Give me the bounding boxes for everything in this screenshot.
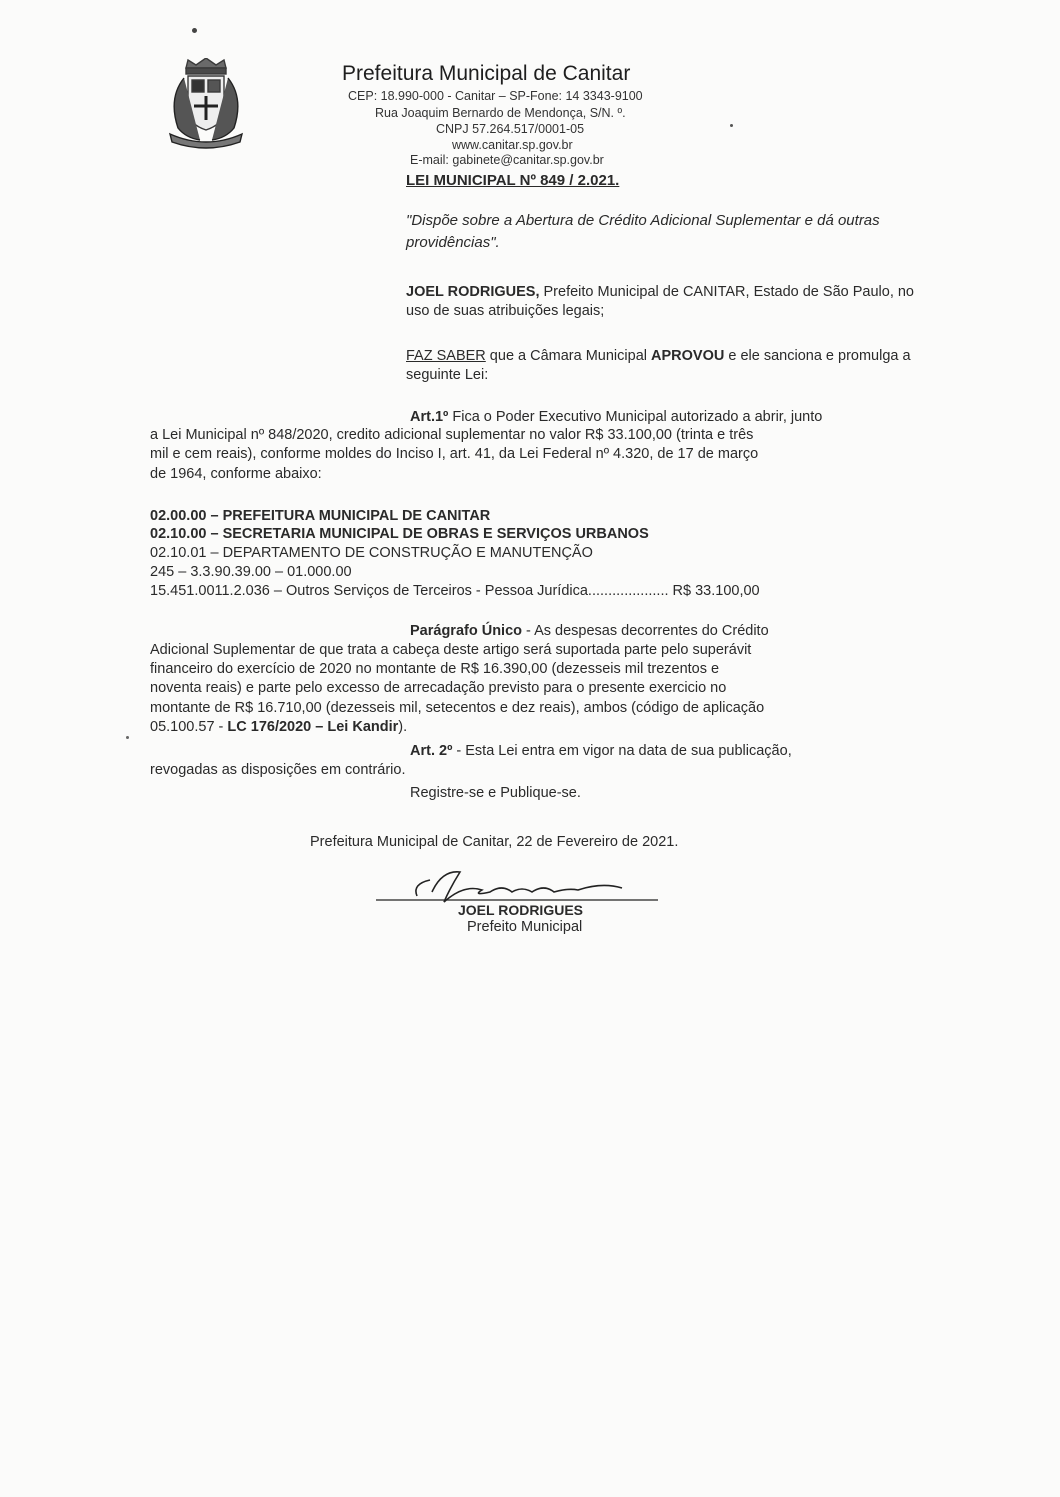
paragrafo-line3: financeiro do exercício de 2020 no montante de R$ 16.390,00 (dezesseis mil trezentos e: [150, 661, 720, 677]
paragrafo-line4: noventa reais) e parte pelo excesso de arrecadação previsto para o presente exercicio no: [150, 680, 727, 696]
aprovou-word: APROVOU: [651, 348, 725, 364]
paragrafo-line2: Adicional Suplementar de que trata a cabeça deste artigo será suportada parte pelo superávit: [150, 642, 752, 658]
preamble-text: Prefeito Municipal de CANITAR, Estado de São Paulo, no uso de suas atribuições legais;: [406, 284, 914, 319]
faz-saber-label: FAZ SABER: [406, 348, 486, 364]
art1-first-line: [410, 408, 822, 427]
art1-line2: a Lei Municipal nº 848/2020, credito adicional suplementar no valor R$ 33.100,00 (trinta e três: [150, 427, 754, 443]
faz-saber-paragraph: [406, 347, 932, 385]
paragrafo-line5: montante de R$ 16.710,00 (dezesseis mil, setecentos e dez reais), ambos (código de aplicação: [150, 700, 765, 716]
website-line: www.canitar.sp.gov.br: [452, 138, 573, 152]
cnpj-line: CNPJ 57.264.517/0001-05: [436, 122, 585, 136]
municipal-coat-of-arms-icon: [156, 58, 256, 150]
art1-line3: mil e cem reais), conforme moldes do Inciso I, art. 41, da Lei Federal nº 4.320, de 17 de março: [150, 446, 759, 462]
paragrafo-first-line: [410, 622, 769, 641]
art1-line1: Fica o Poder Executivo Municipal autorizado a abrir, junto: [448, 409, 823, 425]
budget-line-2: 02.10.00 – SECRETARIA MUNICIPAL DE OBRAS E SERVIÇOS URBANOS: [150, 526, 649, 542]
art1-label: Art.1º: [410, 409, 449, 425]
faz-saber-text: que a Câmara Municipal: [485, 348, 652, 364]
scan-speck: [126, 736, 129, 739]
art2-label: Art. 2º: [410, 743, 453, 759]
register-publish: Registre-se e Publique-se.: [410, 785, 581, 801]
date-line: Prefeitura Municipal de Canitar, 22 de Fevereiro de 2021.: [310, 834, 679, 850]
art2-first-line: [410, 742, 792, 761]
budget-line-5: 15.451.0011.2.036 – Outros Serviços de Terceiros - Pessoa Jurídica.................... R$ 33.100,00: [150, 583, 760, 599]
budget-line-4: 245 – 3.3.90.39.00 – 01.000.00: [150, 564, 352, 580]
cep-phone-line: CEP: 18.990-000 - Canitar – SP-Fone: 14 3343-9100: [348, 89, 643, 103]
signer-role: Prefeito Municipal: [467, 919, 583, 935]
paragrafo-label: Parágrafo Único: [410, 623, 522, 639]
preamble-paragraph: [406, 283, 932, 321]
lei-kandir-ref: LC 176/2020 – Lei Kandir: [227, 719, 399, 735]
art2-line1: - Esta Lei entra em vigor na data de sua publicação,: [452, 743, 792, 759]
signer-name: JOEL RODRIGUES: [458, 902, 583, 918]
budget-line-1: 02.00.00 – PREFEITURA MUNICIPAL DE CANITAR: [150, 508, 491, 524]
mayor-name: JOEL RODRIGUES,: [406, 284, 540, 300]
faz-saber-end: e ele sanciona e promulga a seguinte Lei:: [406, 348, 911, 383]
art1-line4: de 1964, conforme abaixo:: [150, 466, 322, 482]
scan-speck: [730, 124, 733, 127]
email-line: E-mail: gabinete@canitar.sp.gov.br: [410, 153, 604, 167]
art2-line2: revogadas as disposições em contrário.: [150, 762, 406, 778]
budget-line-3: 02.10.01 – DEPARTAMENTO DE CONSTRUÇÃO E MANUTENÇÃO: [150, 545, 593, 561]
paragrafo-line1: - As despesas decorrentes do Crédito: [522, 623, 769, 639]
paragrafo-end: ).: [398, 719, 408, 735]
scan-speck: [192, 28, 197, 33]
paragrafo-line6: [150, 719, 407, 735]
address-line: Rua Joaquim Bernardo de Mendonça, S/N. º.: [375, 106, 626, 120]
law-title: LEI MUNICIPAL Nº 849 / 2.021.: [406, 172, 620, 189]
aplicacao-code: 05.100.57 -: [150, 719, 228, 735]
institution-name: Prefeitura Municipal de Canitar: [342, 62, 631, 85]
law-ementa: "Dispõe sobre a Abertura de Crédito Adicional Suplementar e dá outras providências".: [406, 212, 880, 251]
